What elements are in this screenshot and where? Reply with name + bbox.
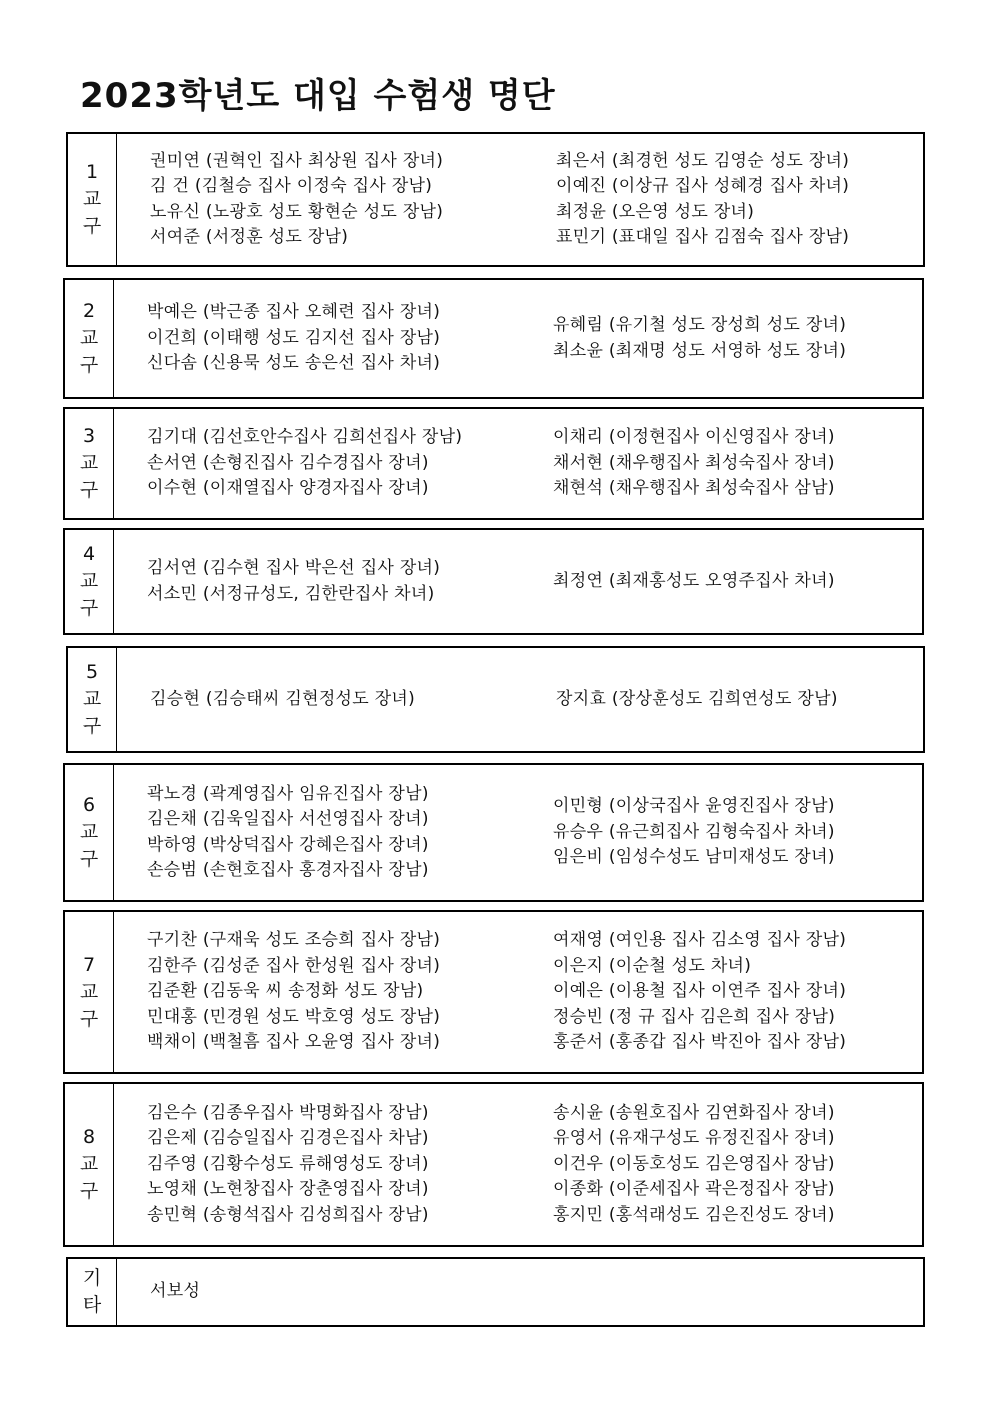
district-box-4 [63,528,924,635]
student-entry: 김 건 (김철승 집사 이정숙 집사 장남) [150,176,433,196]
left-column [147,280,440,397]
student-entry: 임은비 (임성수성도 남미재성도 장녀) [553,847,835,868]
student-entry: 채현석 (채우행집사 최성숙집사 삼남) [553,478,835,499]
district-label-char: 구 [79,354,99,376]
student-entry: 유승우 (유근희집사 김형숙집사 차녀) [553,821,835,842]
district-label [65,1084,114,1245]
student-entry: 김준환 (김동욱 씨 송정화 성도 장남) [147,981,424,1002]
student-entry: 장지효 (장상훈성도 김희연성도 장남) [556,688,838,709]
left-column [147,1084,429,1245]
student-entry: 이예진 (이상규 집사 성혜경 집사 차녀) [556,176,850,196]
district-label-char: 기 [82,1267,102,1289]
student-entry: 곽노경 (곽계영집사 임유진집사 장남) [147,783,429,804]
student-entry: 이채리 (이정현집사 이신영집사 장녀) [553,427,835,448]
student-entry: 채서현 (채우행집사 최성숙집사 장녀) [553,452,835,473]
student-entry: 송시윤 (송원호집사 김연화집사 장녀) [553,1102,835,1123]
district-label [65,765,114,900]
district-label-char: 2 [82,300,96,322]
student-entry: 손서연 (손형진집사 김수경집사 장녀) [147,452,429,473]
district-box-7 [63,910,924,1074]
student-entry: 노영채 (노현창집사 장춘영집사 장녀) [147,1179,429,1200]
district-box-1 [66,132,925,267]
right-column [553,530,835,633]
district-label-char: 교 [79,452,99,474]
student-entry: 김한주 (김성준 집사 한성원 집사 장녀) [147,955,441,976]
district-label-char: 구 [79,1180,99,1202]
district-label-char: 구 [79,1007,99,1030]
student-entry: 이예은 (이용철 집사 이연주 집사 장녀) [553,981,847,1002]
student-entry: 최은서 (최경헌 성도 김영순 성도 장녀) [556,150,850,171]
district-label [68,134,117,265]
district-label-char: 구 [79,479,99,501]
district-label [65,280,114,397]
district-label-char: 교 [79,980,99,1003]
district-label-char: 구 [82,715,102,737]
page-title: 2023학년도 대입 수험생 명단 [80,76,556,116]
student-entry: 김은채 (김욱일집사 서선영집사 장녀) [147,809,429,829]
student-entry: 홍지민 (홍석래성도 김은진성도 장녀) [553,1204,835,1225]
student-entry: 김서연 (김수현 집사 박은선 집사 장녀) [147,558,441,578]
left-column [150,1259,200,1325]
district-label-char: 교 [82,688,102,710]
student-entry: 이은지 (이순철 성도 차녀) [553,955,752,976]
student-entry: 권미연 (권혁인 집사 최상원 집사 장녀) [150,150,444,171]
district-label-char: 5 [85,661,99,683]
district-label [65,530,114,633]
student-entry: 노유신 (노광호 성도 황현순 성도 장남) [150,201,444,222]
district-label-char: 1 [85,161,99,183]
district-box-3 [63,407,924,520]
student-entry: 이종화 (이준세집사 곽은정집사 장남) [553,1179,835,1200]
left-column [147,765,429,900]
right-column [553,1084,835,1245]
district-label-char: 교 [79,1153,99,1175]
district-label-char: 교 [82,188,102,210]
student-entry: 김승현 (김승태씨 김현정성도 장녀) [150,688,416,709]
student-entry: 서소민 (서정규성도, 김한란집사 차녀) [147,583,435,604]
district-label-char: 4 [82,543,96,565]
district-box-6 [63,763,924,902]
district-label-char: 교 [79,327,99,349]
district-box-8 [63,1082,924,1247]
left-column [147,912,440,1072]
student-entry: 김주영 (김황수성도 류해영성도 장녀) [147,1153,429,1174]
student-entry: 이수현 (이재열집사 양경자집사 장녀) [147,478,429,499]
student-entry: 이건우 (이동호성도 김은영집사 장남) [553,1153,835,1174]
left-column [147,530,440,633]
district-label-char: 3 [82,425,96,447]
student-entry: 김은수 (김종우집사 박명화집사 장남) [147,1102,429,1123]
district-label-char: 교 [79,821,99,843]
student-entry: 박예은 (박근종 집사 오혜련 집사 장녀) [147,302,441,323]
district-label [68,648,117,751]
student-entry: 서여준 (서정훈 성도 장남) [150,227,349,247]
student-entry: 손승범 (손현호집사 홍경자집사 장남) [147,860,429,880]
district-label-char: 타 [82,1294,102,1316]
student-entry: 최정윤 (오은영 성도 장녀) [556,201,755,222]
student-entry: 이민형 (이상국집사 윤영진집사 장남) [553,796,835,817]
student-entry: 신다솜 (신용묵 성도 송은선 집사 차녀) [147,353,441,374]
student-entry: 유영서 (유재구성도 유정진집사 장녀) [553,1128,835,1149]
student-entry: 김은제 (김승일집사 김경은집사 차남) [147,1128,429,1149]
right-column [553,912,846,1072]
student-entry: 최정연 (최재홍성도 오영주집사 차녀) [553,570,835,591]
student-entry: 최소윤 (최재명 성도 서영하 성도 장녀) [553,340,847,361]
district-label-char: 교 [79,570,99,592]
left-column [150,648,415,751]
district-label-char: 8 [82,1126,96,1148]
student-entry: 서보성 [150,1281,201,1302]
student-entry: 유혜림 (유기철 성도 장성희 성도 장녀) [553,315,847,335]
left-column [150,134,443,265]
right-column [553,280,846,397]
student-entry: 홍준서 (홍종갑 집사 박진아 집사 장남) [553,1032,847,1053]
right-column [556,134,849,265]
district-box-2 [63,278,924,399]
district-label-char: 구 [82,215,102,237]
district-label-char: 7 [82,953,96,976]
district-label-char: 구 [79,848,99,870]
student-entry: 여재영 (여인용 집사 김소영 집사 장남) [553,930,847,951]
right-column [556,648,838,751]
student-entry: 송민혁 (송형석집사 김성희집사 장남) [147,1204,429,1225]
right-column [553,765,835,900]
student-entry: 이건희 (이태행 성도 김지선 집사 장남) [147,327,441,348]
district-label-char: 구 [79,597,99,619]
district-box-9 [66,1257,925,1327]
district-label-char: 6 [82,794,96,816]
student-entry: 표민기 (표대일 집사 김점숙 집사 장남) [556,227,850,247]
student-entry: 박하영 (박상덕집사 강혜은집사 장녀) [147,834,429,855]
student-entry: 구기찬 (구재욱 성도 조승희 집사 장남) [147,930,441,951]
student-entry: 백채이 (백철흠 집사 오윤영 집사 장녀) [147,1032,441,1053]
district-label [68,1259,117,1325]
student-entry: 김기대 (김선호안수집사 김희선집사 장남) [147,427,463,448]
district-label [65,409,114,518]
district-label [65,912,114,1072]
left-column [147,409,462,518]
student-entry: 정승빈 (정 규 집사 김은희 집사 장남) [553,1006,836,1027]
student-entry: 민대홍 (민경원 성도 박호영 성도 장남) [147,1006,441,1027]
district-box-5 [66,646,925,753]
right-column [553,409,835,518]
